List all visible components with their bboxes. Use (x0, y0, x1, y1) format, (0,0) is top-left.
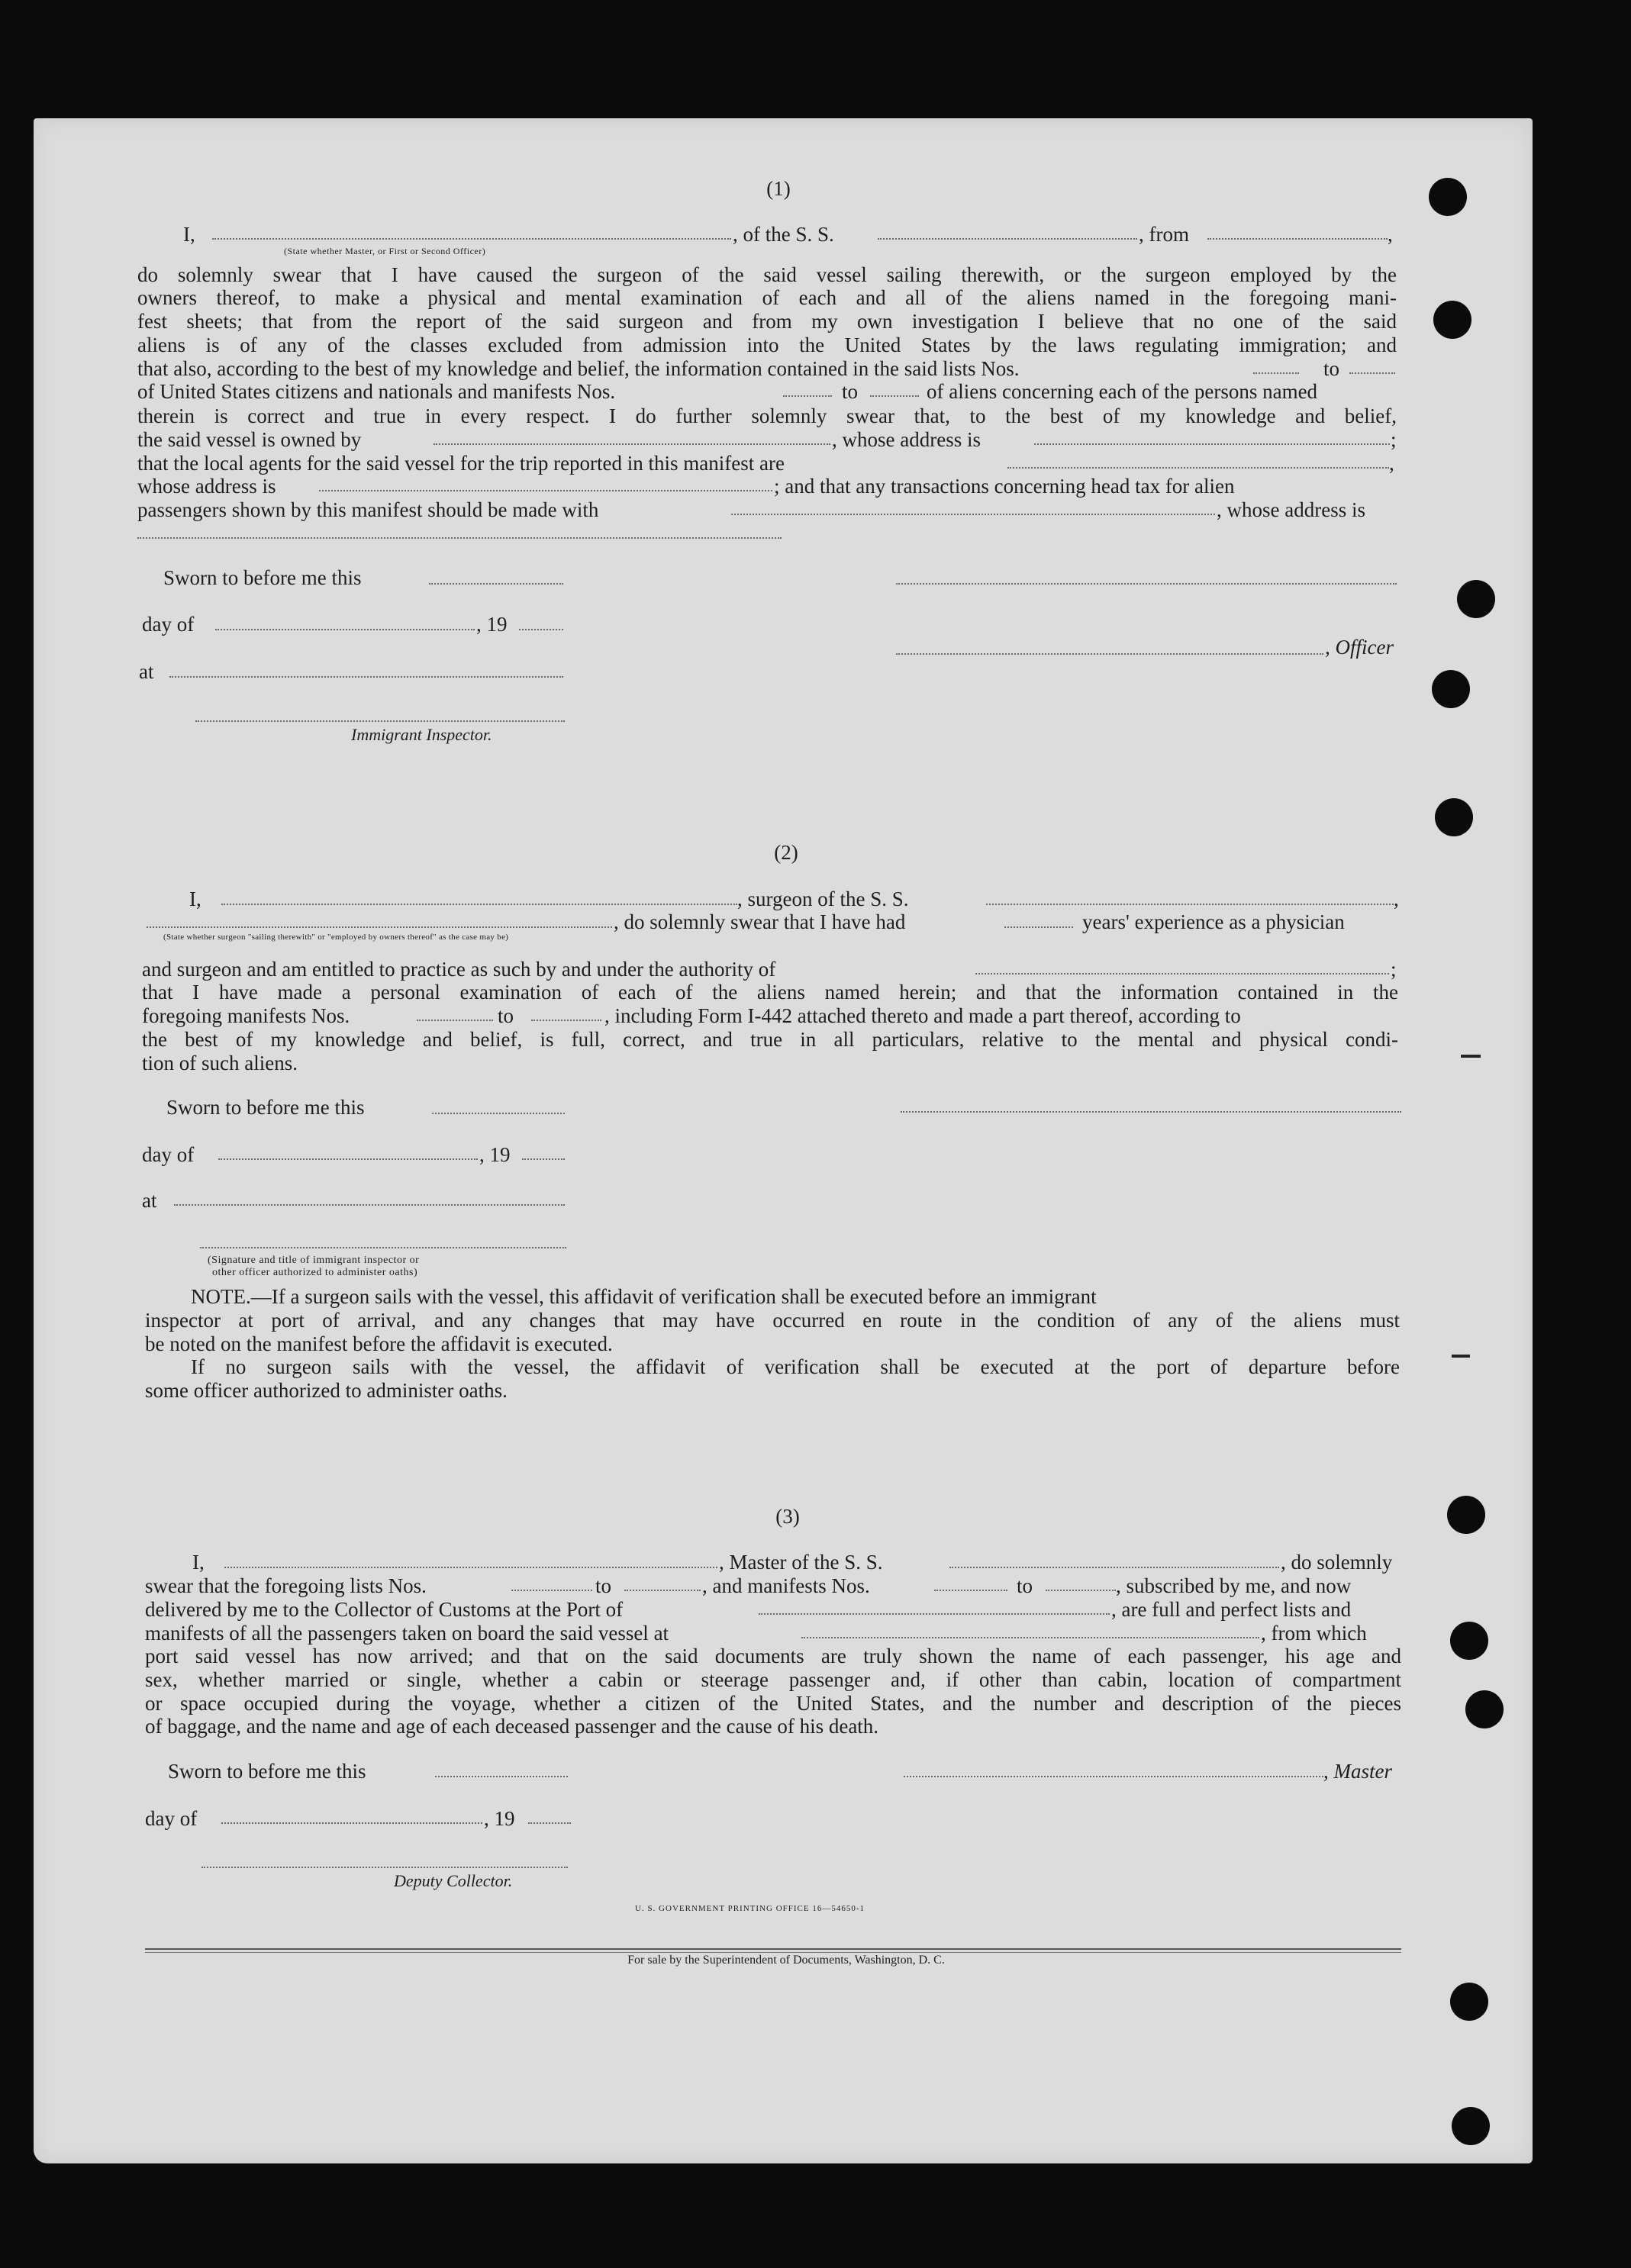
s3-manifests-label: , and manifests Nos. (702, 1574, 870, 1597)
s2-signature-hint: (Signature and title of immigrant inspector or (208, 1255, 420, 1266)
s2-swear: , do solemnly swear that I have had (614, 910, 906, 933)
binder-hole (1432, 670, 1470, 708)
s2-i: I, (189, 888, 201, 910)
s2-semicolon: ; (1391, 958, 1397, 981)
s3-day-field (221, 1822, 482, 1824)
s3-sworn-field (435, 1776, 568, 1777)
s3-master-field (224, 1567, 717, 1568)
s1-from: , from (1139, 223, 1189, 246)
s1-head-tax-address-label: , whose address is (1217, 498, 1365, 521)
s1-owner-field (434, 443, 830, 445)
s1-officer-signature-line (896, 583, 1397, 585)
edge-mark (1452, 1355, 1470, 1358)
s2-para-line: , including Form I-442 attached thereto and made a part thereof, according to (604, 1004, 1241, 1027)
s2-at-field (174, 1204, 565, 1206)
s3-lists-to-field (624, 1590, 701, 1591)
s1-para-line: of United States citizens and nationals and manifests Nos. (137, 380, 616, 403)
s1-head-tax-address-field (137, 537, 782, 539)
s3-sworn: Sworn to before me this (168, 1760, 366, 1783)
s3-to: to (1017, 1574, 1033, 1597)
s2-sworn: Sworn to before me this (166, 1096, 365, 1119)
s1-at: at (139, 660, 154, 683)
printer-imprint: U. S. GOVERNMENT PRINTING OFFICE 16—54650-1 (635, 1904, 865, 1913)
s1-agents-field (1007, 467, 1389, 469)
s1-owned-by: the said vessel is owned by (137, 428, 362, 451)
s2-note-line: some officer authorized to administer oaths. (145, 1379, 508, 1402)
binder-hole (1429, 178, 1467, 216)
s2-sworn-field (432, 1113, 565, 1114)
s1-owner-address-field (1034, 443, 1390, 445)
s2-para-line: that I have made a personal examination of each of the aliens named herein; and that the information contained in the (142, 981, 1398, 1004)
s1-year: , 19 (476, 613, 508, 636)
s2-note-label: NOTE. (191, 1285, 251, 1308)
binder-hole (1457, 580, 1495, 618)
s3-para-line: or space occupied during the voyage, whether a citizen of the United States, and the number and description of the pieces (145, 1692, 1401, 1715)
s1-year-field (519, 629, 563, 630)
binder-hole (1447, 1496, 1485, 1534)
s2-authority-field (975, 973, 1389, 975)
s2-year-field (522, 1158, 565, 1160)
s1-sworn: Sworn to before me this (163, 566, 362, 589)
s2-to: to (498, 1004, 514, 1027)
s2-note-text: —If a surgeon sails with the vessel, this affidavit of verification shall be executed before an immigrant (250, 1285, 1097, 1308)
s2-years-field (1004, 926, 1073, 928)
s2-ship-field (986, 904, 1394, 905)
s3-vessel-at-field (801, 1637, 1259, 1638)
section-2-number: (2) (774, 841, 798, 864)
s3-master-of-ss: , Master of the S. S. (719, 1551, 883, 1574)
s3-year-field (528, 1822, 571, 1824)
section-1-number: (1) (766, 177, 791, 200)
s2-day-field (218, 1158, 478, 1160)
s1-head-tax-field (731, 514, 1215, 515)
s1-to: to (1323, 357, 1340, 380)
s1-para-line: therein is correct and true in every respect. I do further solemnly swear that, to the best of my knowledge and belief, (137, 404, 1397, 427)
s3-i: I, (192, 1551, 205, 1574)
s3-manifests-from-field (934, 1590, 1007, 1591)
s1-at-field (169, 676, 563, 678)
s1-officer-label: , Officer (1325, 636, 1394, 659)
s3-port-label: delivered by me to the Collector of Customs at the Port of (145, 1598, 624, 1621)
s3-vessel-at-label: manifests of all the passengers taken on board the said vessel at (145, 1622, 669, 1645)
binder-hole (1452, 2107, 1490, 2145)
s1-lists-from-field (1253, 372, 1299, 374)
s1-of-ss: , of the S. S. (733, 223, 834, 246)
s3-manifests-to-field (1046, 1590, 1116, 1591)
s1-para-line: that also, according to the best of my knowledge and belief, the information contained in the said lists Nos. (137, 357, 1020, 380)
s3-para-line: of baggage, and the name and age of each deceased passenger and the cause of his death. (145, 1715, 879, 1738)
s1-manifests-from-field (783, 395, 832, 397)
s1-to: to (842, 380, 859, 403)
binder-hole (1435, 798, 1473, 836)
s3-para-line: port said vessel has now arrived; and that on the said documents are truly shown the name of each passenger, his age and (145, 1645, 1401, 1667)
s2-manifests-from-field (417, 1020, 493, 1021)
s1-ship-field (878, 238, 1137, 240)
s2-status-field (147, 926, 612, 928)
s2-para-line: tion of such aliens. (142, 1052, 298, 1074)
s1-semicolon: ; (1391, 428, 1397, 451)
s2-years-label: years' experience as a physician (1082, 910, 1345, 933)
s2-year: , 19 (479, 1143, 511, 1166)
s3-to: to (595, 1574, 612, 1597)
s1-day-field (215, 629, 475, 630)
s1-para-line: ; and that any transactions concerning head tax for alien (774, 475, 1235, 498)
s3-master-label: , Master (1323, 1760, 1392, 1783)
s1-agents-address-label: whose address is (137, 475, 276, 498)
s2-surgeon-of-ss: , surgeon of the S. S. (737, 888, 909, 910)
s3-day-of: day of (145, 1807, 198, 1830)
s1-officer-title-line (896, 653, 1323, 655)
s1-manifests-to-field (870, 395, 919, 397)
s3-solemnly: , do solemnly (1281, 1551, 1393, 1574)
s1-inspector-signature-line (195, 720, 565, 722)
s3-port-field (759, 1613, 1110, 1615)
s3-master-signature-line (904, 1776, 1323, 1777)
binder-hole (1465, 1690, 1504, 1728)
s3-para-line: , subscribed by me, and now (1116, 1574, 1352, 1597)
s1-day-of: day of (142, 613, 195, 636)
s1-para-line: aliens is of any of the classes excluded from admission into the United States by the laws regulating immigration; and (137, 333, 1397, 356)
s1-from-field (1207, 238, 1388, 240)
s2-note-line: inspector at port of arrival, and any changes that may have occurred en route in the condition of any of the aliens must (145, 1309, 1400, 1332)
s2-status-hint: (State whether surgeon "sailing therewith" or "employed by owners thereof" as the case may be) (163, 933, 509, 942)
s1-inspector-label: Immigrant Inspector. (351, 725, 492, 744)
s1-comma: , (1389, 452, 1394, 475)
s1-officer-hint: (State whether Master, or First or Second Officer) (284, 246, 486, 256)
s1-officer-field (212, 238, 731, 240)
s2-note-line (191, 1285, 1398, 1309)
s3-para-line: sex, whether married or single, whether a cabin or steerage passenger and, if other than cabin, location of compartment (145, 1668, 1401, 1691)
sale-notice: For sale by the Superintendent of Documents, Washington, D. C. (627, 1954, 945, 1967)
s2-day-of: day of (142, 1143, 195, 1166)
s1-owner-address-label: , whose address is (832, 428, 981, 451)
s2-surgeon-field (221, 904, 737, 905)
s3-lists-from-field (511, 1590, 592, 1591)
s1-para-line: fest sheets; that from the report of the said surgeon and from my own investigation I believe that no one of the said (137, 310, 1397, 333)
binder-hole (1450, 1983, 1488, 2021)
s1-para-line: owners thereof, to make a physical and mental examination of each and all of the aliens named in the foregoing mani- (137, 286, 1397, 309)
binder-hole (1433, 301, 1471, 339)
s3-para-line: , from which (1261, 1622, 1367, 1645)
s2-signature-hint: other officer authorized to administer oaths) (212, 1267, 418, 1278)
s2-end: , (1394, 888, 1399, 910)
s2-note-line: be noted on the manifest before the affidavit is executed. (145, 1332, 613, 1355)
binder-hole (1450, 1622, 1488, 1660)
s2-manifests-label: foregoing manifests Nos. (142, 1004, 350, 1027)
s1-para-line: of aliens concerning each of the persons named (927, 380, 1318, 403)
s3-para-line: , are full and perfect lists and (1111, 1598, 1352, 1621)
footer-rule (145, 1948, 1401, 1950)
s2-note-line: If no surgeon sails with the vessel, the affidavit of verification shall be executed at the port of departure before (191, 1355, 1400, 1378)
s1-end: , (1388, 223, 1393, 246)
s2-signature-line (901, 1111, 1401, 1113)
s3-deputy-label: Deputy Collector. (394, 1871, 513, 1890)
section-3-number: (3) (775, 1505, 800, 1528)
s1-head-tax-label: passengers shown by this manifest should be made with (137, 498, 599, 521)
s3-year: , 19 (484, 1807, 515, 1830)
s1-sworn-field (429, 583, 563, 585)
s1-i: I, (183, 223, 195, 246)
s2-manifests-to-field (531, 1020, 601, 1021)
s3-ship-field (949, 1567, 1279, 1568)
s3-deputy-signature-line (201, 1867, 568, 1868)
s3-lists-label: swear that the foregoing lists Nos. (145, 1574, 427, 1597)
s1-agents-address-field (319, 490, 772, 491)
s2-para-line: the best of my knowledge and belief, is full, correct, and true in all particulars, relative to the mental and physical condi- (142, 1028, 1398, 1051)
s2-inspector-signature-line (200, 1247, 566, 1248)
s1-agents-label: that the local agents for the said vessel for the trip reported in this manifest are (137, 452, 785, 475)
s2-authority-label: and surgeon and am entitled to practice as such by and under the authority of (142, 958, 776, 981)
s2-at: at (142, 1189, 157, 1212)
s1-lists-to-field (1349, 372, 1395, 374)
footer-rule-thin (145, 1952, 1401, 1953)
edge-mark (1461, 1055, 1481, 1058)
s1-para-line: do solemnly swear that I have caused the surgeon of the said vessel sailing therewith, or the surgeon employed by the (137, 263, 1397, 286)
